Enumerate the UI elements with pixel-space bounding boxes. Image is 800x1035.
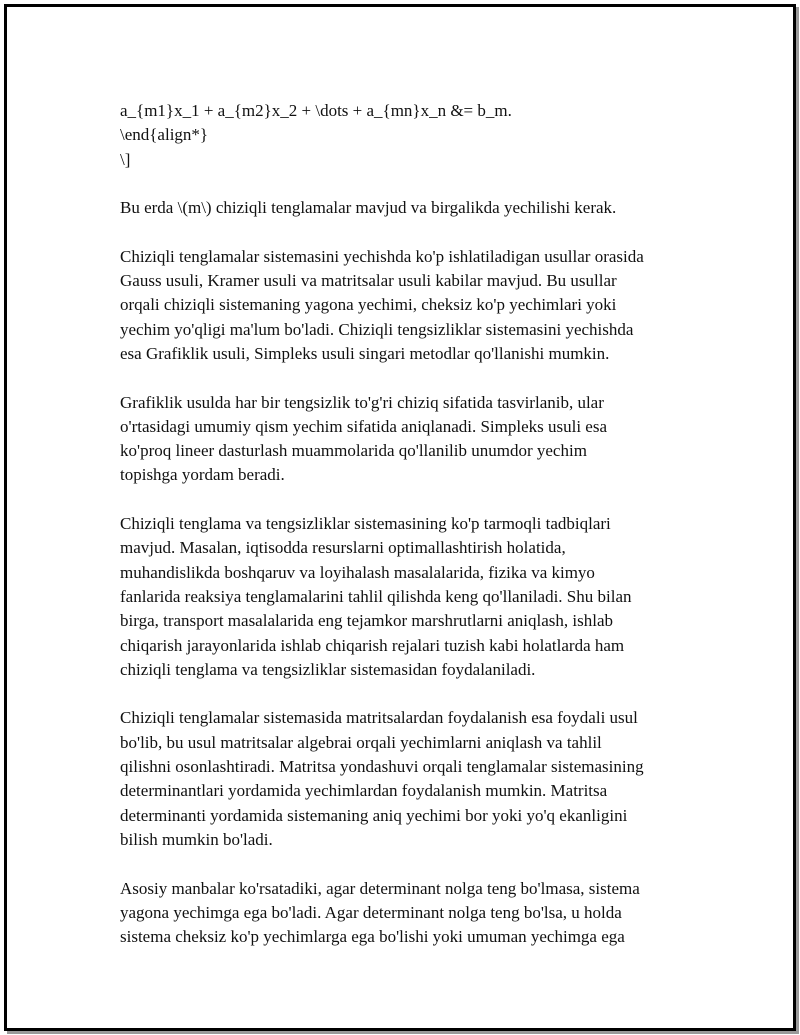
text-line: ko'proq lineer dasturlash muammolarida qo'llanilib unumdor yechim [120, 441, 587, 461]
latex-code-block [120, 99, 700, 172]
text-line: mavjud. Masalan, iqtisodda resurslarni optimallashtirish holatida, [120, 538, 566, 558]
text-line: yagona yechimga ega bo'ladi. Agar determinant nolga teng bo'lsa, u holda [120, 902, 622, 922]
text-line: Bu erda \(m\) chiziqli tenglamalar mavjud va birgalikda yechilishi kerak. [120, 198, 617, 218]
text-line: bilish mumkin bo'ladi. [120, 829, 273, 849]
text-line: Asosiy manbalar ko'rsatadiki, agar determinant nolga teng bo'lmasa, sistema [120, 878, 640, 898]
text-line: topishga yordam beradi. [120, 465, 285, 485]
text-line: esa Grafiklik usuli, Simpleks usuli singari metodlar qo'llanishi mumkin. [120, 343, 610, 363]
text-line: muhandislikda boshqaruv va loyihalash masalalarida, fizika va kimyo [120, 562, 595, 582]
document-body [120, 99, 700, 974]
paragraph-graphical [120, 391, 700, 488]
text-line: bo'lib, bu usul matritsalar algebrai orqali yechimlarni aniqlash va tahlil [120, 732, 602, 752]
text-line: Chiziqli tenglama va tengsizliklar sistemasining ko'p tarmoqli tadbiqlari [120, 514, 611, 534]
text-line: determinanti yordamida sistemaning aniq yechimi bor yoki yo'q ekanligini [120, 805, 628, 825]
paragraph-determinant [120, 877, 700, 950]
text-line: qilishni osonlashtiradi. Matritsa yondashuvi orqali tenglamalar sistemasining [120, 757, 644, 777]
text-line: Grafiklik usulda har bir tengsizlik to'g'ri chiziq sifatida tasvirlanib, ular [120, 392, 604, 412]
code-line: \] [120, 149, 131, 169]
paragraph-applications [120, 512, 700, 682]
text-line: chiziqli tenglama va tengsizliklar sistemasidan foydalaniladi. [120, 659, 536, 679]
text-line: determinantlari yordamida yechimlardan foydalanish mumkin. Matritsa [120, 781, 608, 801]
text-line: chiqarish jarayonlarida ishlab chiqarish rejalari tuzish kabi holatlarda ham [120, 635, 625, 655]
document-page [4, 4, 796, 1031]
text-line: yechim yo'qligi ma'lum bo'ladi. Chiziqli tengsizliklar sistemasini yechishda [120, 319, 634, 339]
paragraph-matrices [120, 706, 700, 852]
text-line: Chiziqli tenglamalar sistemasida matritsalardan foydalanish esa foydali usul [120, 708, 638, 728]
text-line: o'rtasidagi umumiy qism yechim sifatida aniqlanadi. Simpleks usuli esa [120, 416, 608, 436]
text-line: Gauss usuli, Kramer usuli va matritsalar usuli kabilar mavjud. Bu usullar [120, 271, 617, 291]
text-line: sistema cheksiz ko'p yechimlarga ega bo'lishi yoki umuman yechimga ega [120, 927, 625, 947]
text-line: fanlarida reaksiya tenglamalarini tahlil qilishda keng qo'llaniladi. Shu bilan [120, 586, 632, 606]
paragraph-methods [120, 245, 700, 366]
text-line: Chiziqli tenglamalar sistemasini yechishda ko'p ishlatiladigan usullar orasida [120, 246, 644, 266]
text-line: birga, transport masalalarida eng tejamkor marshrutlarni aniqlash, ishlab [120, 611, 614, 631]
paragraph-intro [120, 196, 700, 220]
code-line: \end{align*} [120, 125, 209, 145]
code-line: a_{m1}x_1 + a_{m2}x_2 + \dots + a_{mn}x_n &= b_m. [120, 101, 512, 120]
text-line: orqali chiziqli sistemaning yagona yechimi, cheksiz ko'p yechimlari yoki [120, 295, 617, 315]
